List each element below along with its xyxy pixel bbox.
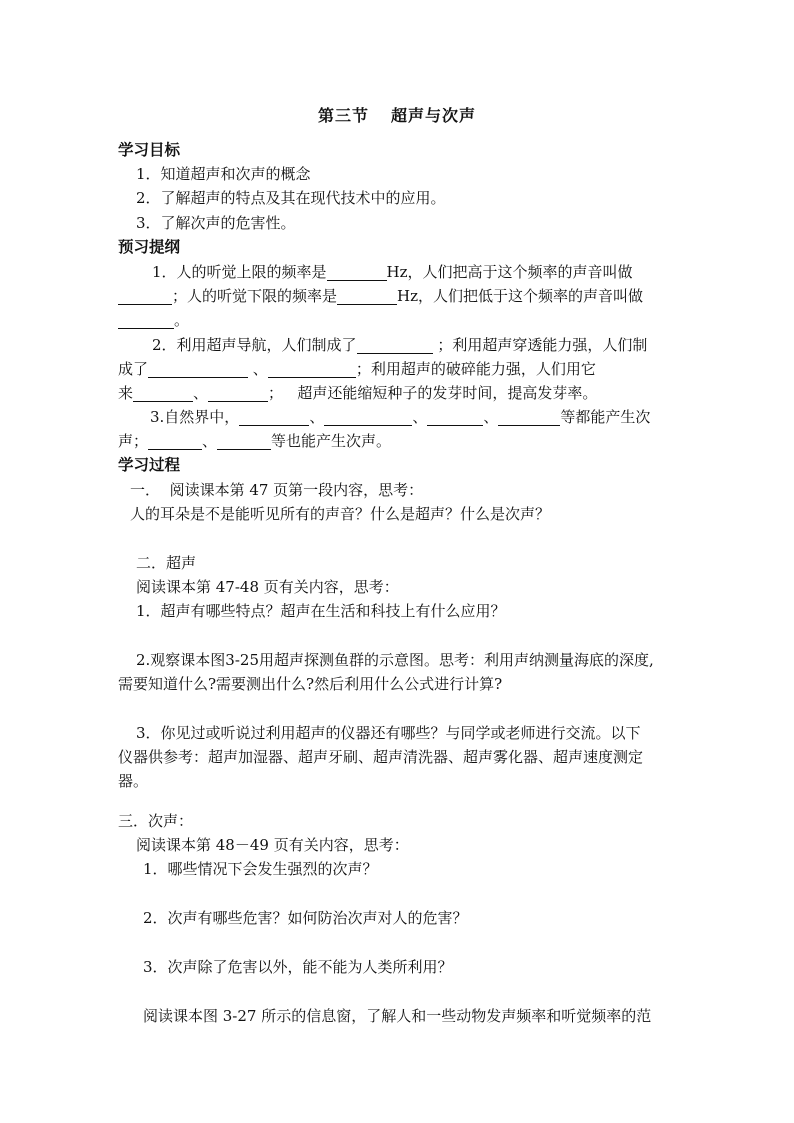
fill-blank[interactable] [118, 312, 174, 329]
document-title: 第三节 超声与次声 [317, 106, 477, 125]
fill-blank[interactable] [118, 288, 172, 305]
preview-q1-line3: 。 [118, 308, 189, 333]
part1-question: 人的耳朵是不是能听见所有的声音？什么是超声？什么是次声？ [130, 505, 551, 523]
part2-q3-line2: 仪器供参考：超声加湿器、超声牙刷、超声清洗器、超声雾化器、超声速度测定 [118, 748, 644, 766]
final-line: 阅读课本图 3-27 所示的信息窗，了解人和一些动物发声频率和听觉频率的范 [143, 1007, 652, 1025]
part3-title: 三．次声： [118, 812, 194, 830]
fill-blank[interactable] [337, 288, 397, 305]
goal-item: 1．知道超声和次声的概念 [136, 165, 311, 183]
preview-q3-line2: 声； 、 等也能产生次声。 [118, 432, 392, 450]
fill-blank[interactable] [268, 361, 356, 378]
part2-q1: 1．超声有哪些特点？超声在生活和科技上有什么应用？ [136, 602, 506, 620]
part2-q2-line2: 需要知道什么?需要测出什么?然后利用什么公式进行计算? [118, 675, 503, 693]
part2-intro: 阅读课本第 47-48 页有关内容，思考： [136, 578, 399, 596]
fill-blank[interactable] [327, 264, 387, 281]
part2-title: 二．超声 [136, 554, 197, 572]
preview-q1-line2: ；人的听觉下限的频率是 Hz，人们把低于这个频率的声音叫做 [118, 284, 643, 309]
fill-blank[interactable] [148, 433, 202, 450]
part3-q1: 1．哪些情况下会发生强烈的次声？ [143, 860, 378, 878]
goal-item: 3．了解次声的危害性。 [136, 214, 296, 232]
fill-blank[interactable] [324, 409, 412, 426]
part3-q2: 2．次声有哪些危害？如何防治次声对人的危害？ [143, 909, 468, 927]
fill-blank[interactable] [357, 337, 433, 354]
preview-heading: 预习提纲 [118, 237, 181, 256]
preview-q1-line1: 1．人的听觉上限的频率是 Hz，人们把高于这个频率的声音叫做 [152, 263, 633, 281]
part3-intro: 阅读课本第 48－49 页有关内容，思考： [136, 836, 409, 854]
fill-blank[interactable] [133, 385, 193, 402]
fill-blank[interactable] [217, 433, 271, 450]
preview-q2-line1: 2．利用超声导航，人们制成了 ；利用超声穿透能力强，人们制 [152, 336, 648, 354]
part2-q2-line1: 2.观察课本图3-25用超声探测鱼群的示意图。思考：利用声纳测量海底的深度, [136, 651, 654, 669]
part2-q3-line1: 3．你见过或听说过利用超声的仪器还有哪些？与同学或老师进行交流。以下 [136, 724, 641, 742]
fill-blank[interactable] [148, 361, 248, 378]
preview-q3-line1: 3.自然界中， 、 、 、 等都能产生次 [150, 408, 651, 426]
goal-item: 2．了解超声的特点及其在现代技术中的应用。 [136, 189, 446, 207]
part1-line: 一． 阅读课本第 47 页第一段内容，思考： [130, 481, 424, 499]
process-heading: 学习过程 [118, 455, 181, 474]
fill-blank[interactable] [239, 409, 309, 426]
part2-q3-line3: 器。 [118, 772, 149, 790]
preview-q2-line2: 成了 、 ；利用超声的破碎能力强，人们用它 [118, 360, 596, 378]
part3-q3: 3．次声除了危害以外，能不能为人类所利用？ [143, 958, 453, 976]
fill-blank[interactable] [208, 385, 268, 402]
fill-blank[interactable] [498, 409, 560, 426]
fill-blank[interactable] [427, 409, 483, 426]
goals-heading: 学习目标 [118, 140, 181, 159]
preview-q2-line3: 来 、 ； 超声还能缩短种子的发芽时间，提高发芽率。 [118, 384, 598, 402]
